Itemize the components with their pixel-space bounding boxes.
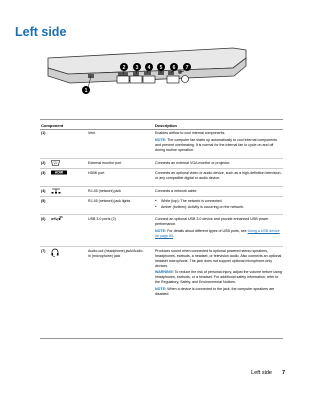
- component-description: [155, 217, 283, 240]
- component-name: USB 3.0 ports (2): [88, 217, 116, 221]
- network-icon: [51, 188, 61, 196]
- row-number: (7): [41, 249, 46, 253]
- component-description: [155, 249, 283, 299]
- note: [155, 229, 283, 239]
- description-text: Produces sound when connected to optional powered stereo speakers, headphones, earbuds, a headset, or television audio. Also connects an optional headset microphone. The jack does not support optional microphone-only devices.: [155, 249, 282, 268]
- monitor-port-icon: [51, 160, 60, 168]
- table-row: [40, 214, 283, 247]
- warning-label: WARNING!: [155, 270, 174, 275]
- callout-4-label: 4: [147, 64, 151, 71]
- column-header-description: Description: [155, 122, 178, 128]
- description-text: Enables airflow to cool internal components.: [155, 131, 226, 135]
- warning-text: To reduce the risk of personal injury, adjust the volume before using headphones, earbuds, or a headset. For additional safety information, refer to the Regulatory, Safety, and Environmental Notices.: [155, 270, 282, 285]
- row-number: (1): [41, 131, 46, 135]
- footer-section: Left side: [251, 370, 272, 376]
- component-description: [155, 199, 283, 212]
- component-name: RJ-45 (network) jack: [88, 189, 121, 193]
- svg-text:HDMI: HDMI: [54, 170, 64, 175]
- svg-text:SS: SS: [59, 216, 63, 219]
- component-description: Connects an external VGA monitor or projector.: [155, 161, 231, 165]
- component-description: [155, 131, 283, 154]
- callout-5-label: 5: [159, 64, 163, 71]
- list-item: ● White (top): The network is connected.: [155, 199, 283, 204]
- callout-1-label: 1: [84, 87, 88, 94]
- callout-7-label: 7: [185, 64, 189, 71]
- note-end: .: [173, 233, 174, 238]
- note-label: NOTE:: [155, 228, 167, 233]
- description-text: Connect an optional USB 3.0 device and provide enhanced USB power performance.: [155, 217, 269, 226]
- note-text: When a device is connected to the jack, the computer speakers are disabled.: [155, 286, 275, 296]
- component-name: Vent: [88, 131, 96, 135]
- component-name: Audio-out (headphone) jack/Audio-in (microphone) jack: [88, 249, 144, 258]
- table-row: [40, 128, 283, 159]
- laptop-left-side-illustration: [48, 46, 248, 108]
- table-row: [40, 168, 283, 187]
- component-name: HDMI port: [88, 171, 105, 175]
- page-footer: [251, 370, 285, 376]
- usb-device-link[interactable]: Using a USB device on page 65: [155, 228, 280, 238]
- hdmi-icon: [51, 170, 67, 177]
- warning: [155, 270, 283, 285]
- callout-3-label: 3: [135, 64, 139, 71]
- row-number: (6): [41, 217, 46, 221]
- usb3-icon: [51, 216, 62, 224]
- page-number: 7: [281, 370, 285, 376]
- headphone-icon: [51, 248, 59, 259]
- component-name: External monitor port: [88, 161, 122, 165]
- note: [155, 287, 283, 297]
- row-number: (4): [41, 189, 46, 193]
- component-name: RJ-45 (network) jack lights: [88, 199, 131, 203]
- row-number: (2): [41, 161, 46, 165]
- note-label: NOTE:: [155, 286, 167, 291]
- table-row: [40, 196, 283, 215]
- note: [155, 138, 283, 153]
- column-header-component: Component: [41, 122, 64, 128]
- note-label: NOTE:: [155, 137, 167, 142]
- row-number: (5): [41, 199, 46, 203]
- note-text: The computer fan starts up automatically to cool internal components and prevent overheating. It is normal for the internal fan to cycle on and off during routine operation.: [155, 137, 277, 152]
- row-number: (3): [41, 171, 46, 175]
- note-text: For details about different types of USB ports, see: [167, 228, 247, 233]
- callout-2-label: 2: [122, 64, 126, 71]
- list-item: ● Amber (bottom): Activity is occurring on the network.: [155, 205, 283, 210]
- page-title: Left side: [15, 25, 67, 39]
- component-description: Connects an optional video or audio device, such as a high-definition television, or any compatible digital or audio device.: [155, 171, 282, 180]
- component-description: Connects a network cable.: [155, 189, 198, 193]
- table-row: [40, 246, 283, 339]
- callout-6-label: 6: [172, 64, 176, 71]
